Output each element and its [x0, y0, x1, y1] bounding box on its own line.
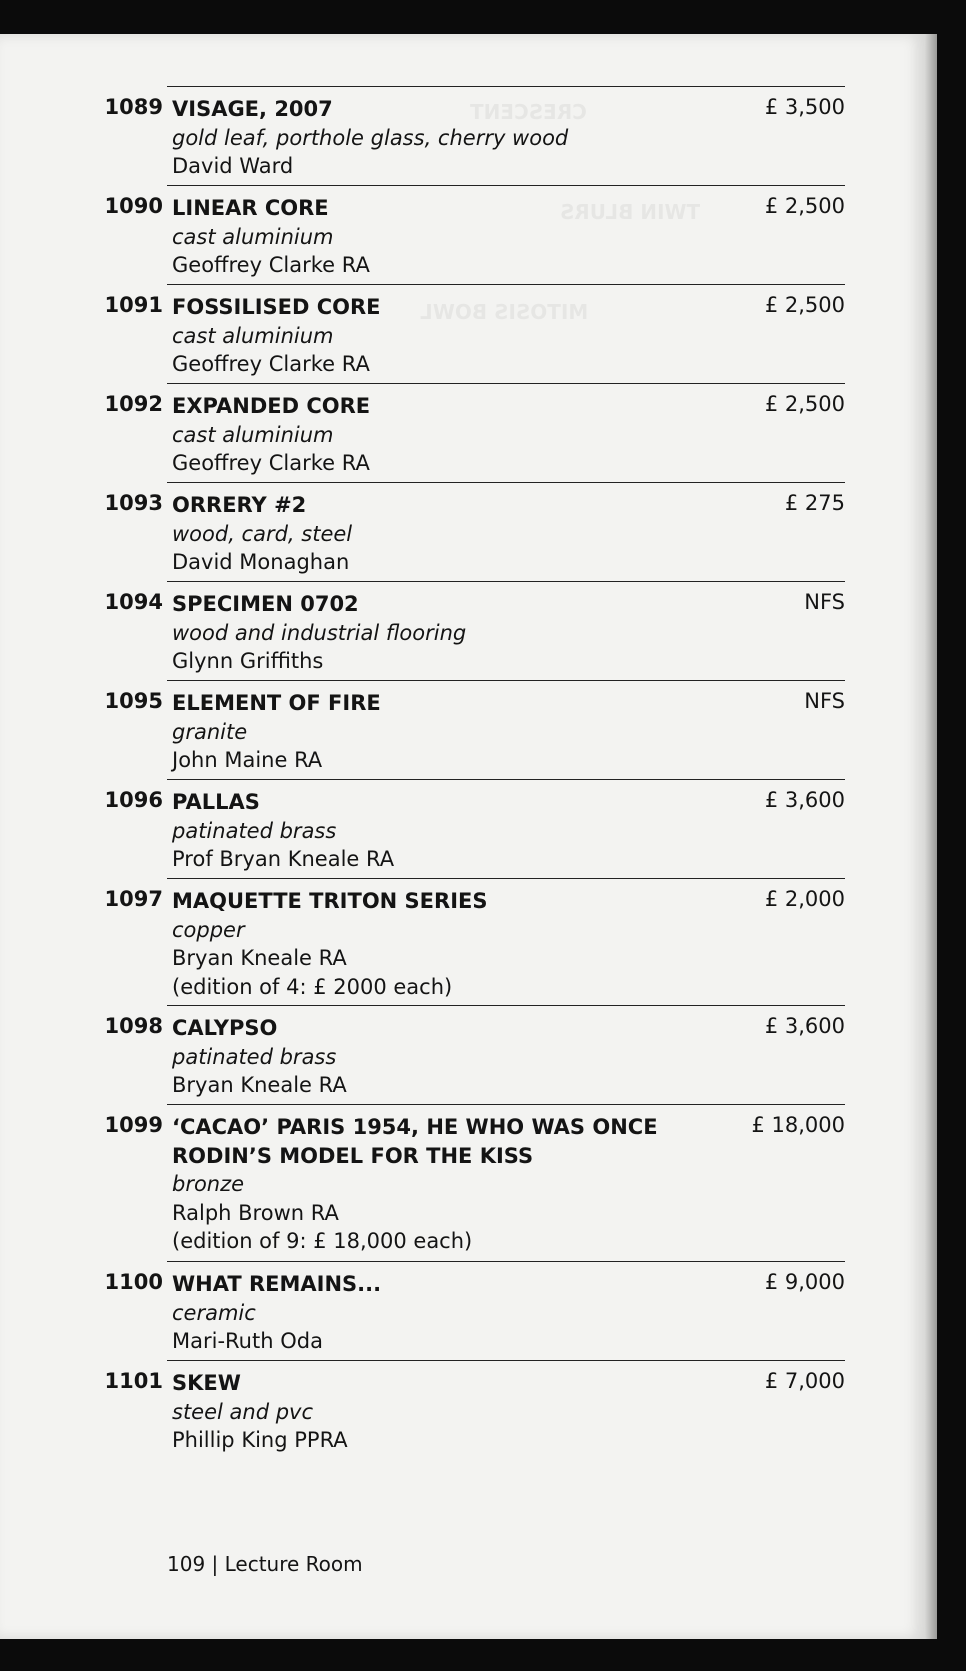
lot-number: 1093: [104, 491, 163, 515]
price: £ 2,500: [764, 293, 845, 317]
entry-text: [172, 887, 752, 1001]
work-medium: cast aluminium: [172, 323, 334, 348]
lot-number: 1100: [104, 1270, 163, 1294]
work-title: SPECIMEN 0702: [172, 592, 359, 616]
work-title: SKEW: [172, 1371, 241, 1395]
show-through: TWIN BLURS: [560, 200, 701, 224]
work-title: MAQUETTE TRITON SERIES: [172, 889, 488, 913]
entry-rule: [167, 1360, 845, 1361]
entry-text: [172, 1270, 752, 1356]
edition-note: (edition of 4: £ 2000 each): [172, 974, 453, 999]
price: £ 2,500: [764, 194, 845, 218]
work-medium: wood and industrial flooring: [172, 620, 467, 645]
work-title: CALYPSO: [172, 1016, 278, 1040]
price: NFS: [804, 590, 845, 614]
work-medium: bronze: [172, 1172, 245, 1196]
entry-text: [172, 1369, 752, 1455]
work-medium: steel and pvc: [172, 1399, 314, 1424]
work-medium: gold leaf, porthole glass, cherry wood: [172, 125, 569, 150]
artist-name: David Monaghan: [172, 550, 350, 574]
work-medium: ceramic: [172, 1300, 256, 1325]
work-title: VISAGE, 2007: [172, 97, 333, 121]
show-through: MITOSIS BOWL: [420, 300, 589, 324]
artist-name: Glynn Griffiths: [172, 649, 324, 673]
entry-text: [172, 1014, 752, 1100]
work-title: ‘CACAO’ PARIS 1954, HE WHO WAS ONCE RODIN’S MODEL FOR THE KISS: [172, 1115, 658, 1168]
price: £ 275: [784, 491, 845, 515]
artist-name: David Ward: [172, 154, 294, 178]
artist-name: Ralph Brown RA: [172, 1200, 339, 1225]
lot-number: 1098: [104, 1014, 163, 1038]
price: £ 2,500: [764, 392, 845, 416]
entry-rule: [167, 1005, 845, 1006]
work-title: EXPANDED CORE: [172, 394, 371, 418]
artist-name: John Maine RA: [172, 748, 323, 772]
work-medium: granite: [172, 719, 248, 744]
price: NFS: [804, 689, 845, 713]
entry-text: [172, 689, 752, 775]
lot-number: 1096: [104, 788, 163, 812]
artist-name: Bryan Kneale RA: [172, 1073, 347, 1097]
artist-name: Mari-Ruth Oda: [172, 1329, 323, 1353]
work-title: WHAT REMAINS...: [172, 1272, 382, 1296]
artist-name: Geoffrey Clarke RA: [172, 352, 370, 376]
lot-number: 1091: [104, 293, 163, 317]
entry-text: [172, 491, 752, 577]
artist-name: Phillip King PPRA: [172, 1428, 348, 1452]
work-medium: copper: [172, 917, 245, 942]
entry-rule: [167, 680, 845, 681]
lot-number: 1094: [104, 590, 163, 614]
work-title: ELEMENT OF FIRE: [172, 691, 381, 715]
entry-text: [172, 788, 752, 874]
entry-rule: [167, 383, 845, 384]
price: £ 3,600: [764, 1014, 845, 1038]
price: £ 9,000: [764, 1270, 845, 1294]
entry-rule: [167, 86, 845, 87]
page-footer: 109 | Lecture Room: [167, 1552, 363, 1576]
lot-number: 1089: [104, 95, 163, 119]
price: £ 7,000: [764, 1369, 845, 1393]
price: £ 3,600: [764, 788, 845, 812]
work-title: ORRERY #2: [172, 493, 307, 517]
artist-name: Geoffrey Clarke RA: [172, 451, 370, 475]
entry-rule: [167, 482, 845, 483]
price: £ 3,500: [764, 95, 845, 119]
lot-number: 1099: [104, 1113, 163, 1137]
entry-text: [172, 1113, 672, 1256]
entry-rule: [167, 185, 845, 186]
artist-name: Geoffrey Clarke RA: [172, 253, 370, 277]
entry-rule: [167, 779, 845, 780]
lot-number: 1101: [104, 1369, 163, 1393]
work-medium: patinated brass: [172, 1044, 337, 1069]
work-medium: cast aluminium: [172, 224, 334, 249]
lot-number: 1097: [104, 887, 163, 911]
work-medium: patinated brass: [172, 818, 337, 843]
price: £ 2,000: [764, 887, 845, 911]
entry-text: [172, 392, 752, 478]
price: £ 18,000: [751, 1113, 845, 1137]
entry-rule: [167, 284, 845, 285]
artist-name: Prof Bryan Kneale RA: [172, 847, 395, 871]
lot-number: 1090: [104, 194, 163, 218]
entry-rule: [167, 1104, 845, 1105]
work-title: FOSSILISED CORE: [172, 295, 381, 319]
lot-number: 1092: [104, 392, 163, 416]
entry-text: [172, 95, 752, 181]
edition-note: (edition of 9: £ 18,000 each): [172, 1229, 473, 1253]
work-medium: wood, card, steel: [172, 521, 353, 546]
entry-text: [172, 194, 752, 280]
show-through: CRESCENT: [470, 100, 587, 124]
page-edge: [925, 34, 937, 1639]
artist-name: Bryan Kneale RA: [172, 946, 347, 970]
entry-rule: [167, 581, 845, 582]
lot-number: 1095: [104, 689, 163, 713]
work-title: PALLAS: [172, 790, 260, 814]
entry-rule: [167, 1261, 845, 1262]
entry-text: [172, 590, 752, 676]
work-medium: cast aluminium: [172, 422, 334, 447]
work-title: LINEAR CORE: [172, 196, 329, 220]
entry-text: [172, 293, 752, 379]
entry-rule: [167, 878, 845, 879]
